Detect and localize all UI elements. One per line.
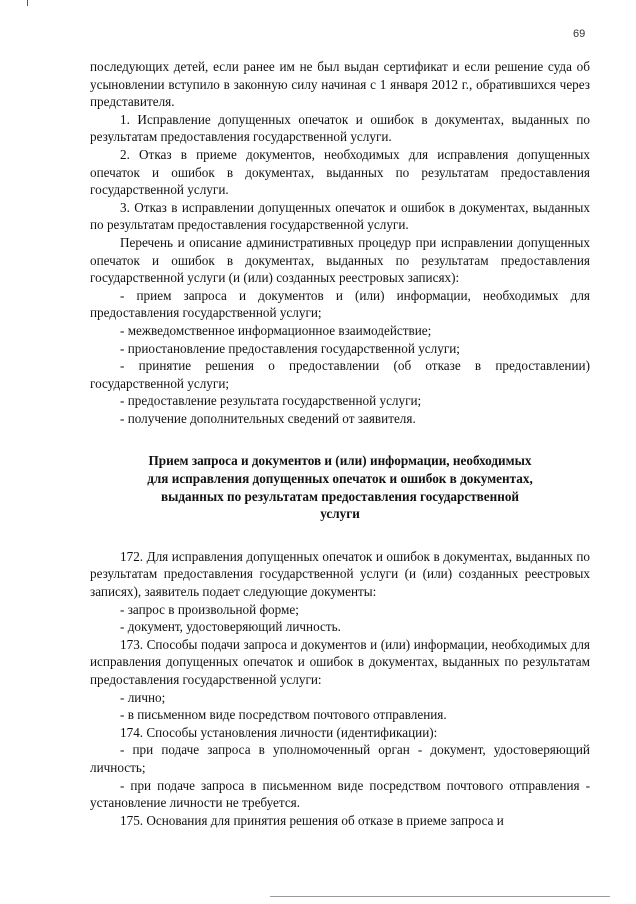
paragraph: - при подаче запроса в уполномоченный орган - документ, удостоверяющий личность;	[90, 742, 590, 775]
paragraph: - при подаче запроса в письменном виде посредством почтового отправления - установление личности не требуется.	[90, 777, 590, 811]
paragraphs-before-heading	[90, 58, 590, 427]
heading-line: Прием запроса и документов и (или) информации, необходимых	[148, 453, 532, 469]
paragraph: 175. Основания для принятия решения об отказе в приеме запроса и	[120, 812, 504, 828]
heading-line: для исправления допущенных опечаток и ошибок в документах,	[147, 471, 533, 487]
bottom-scan-line	[270, 896, 610, 897]
paragraph: - принятие решения о предоставлении (об отказе в предоставлении) государственной услуги;	[90, 358, 590, 391]
paragraph: - получение дополнительных сведений от заявителя.	[120, 410, 416, 426]
paragraph: - межведомственное информационное взаимодействие;	[120, 322, 432, 338]
heading-line: услуги	[320, 506, 360, 522]
paragraph: - лично;	[120, 689, 166, 705]
paragraph: 174. Способы установления личности (идентификации):	[120, 724, 438, 740]
paragraph: - приостановление предоставления государственной услуги;	[120, 340, 460, 356]
paragraph: - предоставление результата государственной услуги;	[120, 393, 422, 409]
paragraph: - в письменном виде посредством почтового отправления.	[120, 707, 447, 723]
heading-line: выданных по результатам предоставления государственной	[160, 488, 520, 504]
paragraph: 3. Отказ в исправлении допущенных опечаток и ошибок в документах, выданных по результатам предоставления государственной услуги.	[90, 199, 590, 233]
paragraph: 2. Отказ в приеме документов, необходимых для исправления допущенных опечаток и ошибок в документах, выданных по результатам предоставления государственной услуги.	[90, 146, 590, 198]
section-heading	[90, 452, 590, 522]
page-number: 69	[573, 28, 586, 40]
paragraph: - документ, удостоверяющий личность.	[120, 619, 341, 635]
document-body	[90, 58, 590, 829]
paragraph: последующих детей, если ранее им не был выдан сертификат и если решение суда об усыновлении вступило в законную силу начиная с 1 января 2012 г., обратившихся через представителя.	[90, 59, 590, 110]
paragraph: 1. Исправление допущенных опечаток и ошибок в документах, выданных по результатам предоставления государственной услуги.	[90, 111, 590, 145]
paragraph: 173. Способы подачи запроса и документов и (или) информации, необходимых для исправления допущенных опечаток и ошибок в документах, выданных по результатам предоставления государственной услуги:	[90, 636, 590, 687]
paragraphs-after-heading	[90, 548, 590, 830]
paragraph: - прием запроса и документов и (или) информации, необходимых для предоставления государственной услуги;	[90, 287, 590, 321]
paragraph: 172. Для исправления допущенных опечаток и ошибок в документах, выданных по результатам предоставления государственной услуги (и (или) созданных реестровых записях), заявитель подает следующие документы:	[90, 548, 590, 600]
paragraph: Перечень и описание административных процедур при исправлении допущенных опечаток и ошибок в документах, выданных по результатам предоставления государственной услуги (и (или) созданных реестровых записях):	[90, 234, 590, 286]
scan-corner-mark	[27, 0, 28, 6]
paragraph: - запрос в произвольной форме;	[120, 601, 299, 617]
